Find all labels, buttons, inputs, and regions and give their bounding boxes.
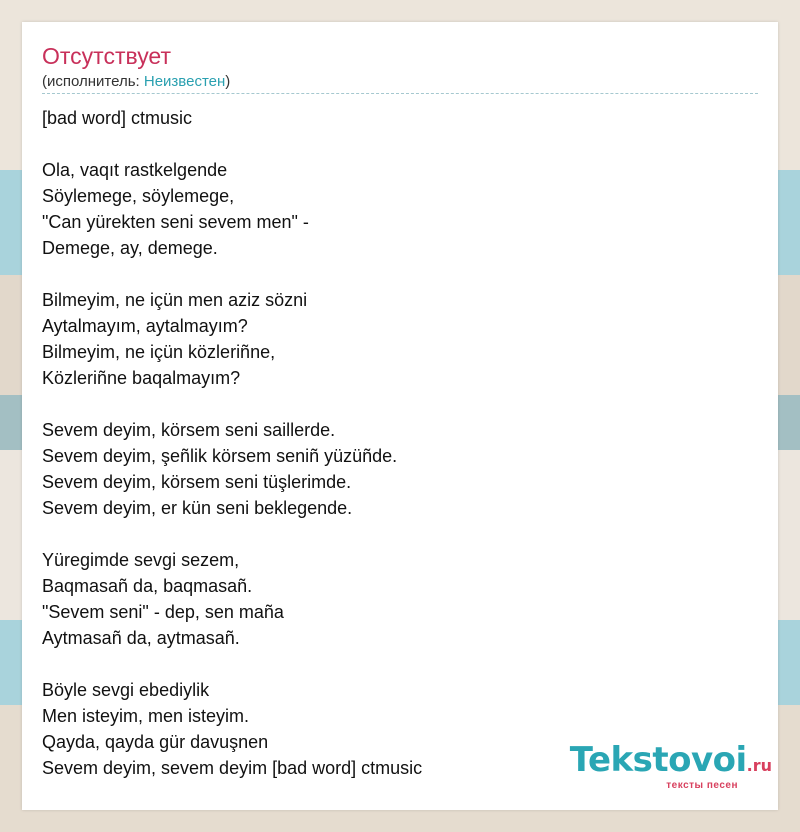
- lyric-line: Men isteyim, men isteyim.: [42, 706, 250, 726]
- lyric-line: [bad word] ctmusic: [42, 108, 193, 128]
- artist-link[interactable]: Неизвестен: [143, 73, 226, 90]
- lyric-line: Sevem deyim, şeñlik körsem seniñ yüzüñde.: [42, 446, 398, 466]
- lyric-line: Demege, ay, demege.: [42, 238, 218, 258]
- lyric-blank-line: [42, 131, 758, 157]
- lyric-line: Közleriñne baqalmayım?: [42, 368, 241, 388]
- artist-line: [42, 72, 230, 92]
- logo-tagline: тексты песен: [666, 780, 738, 791]
- lyric-line: Sevem deyim, sevem deyim [bad word] ctmusic: [42, 758, 423, 778]
- lyric-line: Sevem deyim, er kün seni beklegende.: [42, 498, 353, 518]
- lyric-line: Sevem deyim, körsem seni saillerde.: [42, 420, 336, 440]
- lyric-blank-line: [42, 391, 758, 417]
- lyric-blank-line: [42, 521, 758, 547]
- logo-tld: .ru: [746, 756, 772, 775]
- lyric-blank-line: [42, 261, 758, 287]
- lyrics-text: [42, 105, 758, 781]
- lyric-line: Qayda, qayda gür davuşnen: [42, 732, 269, 752]
- lyric-line: Aytalmayım, aytalmayım?: [42, 316, 248, 336]
- site-logo[interactable]: [570, 742, 772, 791]
- lyric-line: Söylemege, söylemege,: [42, 186, 235, 206]
- logo-wordmark: [570, 742, 772, 784]
- lyric-line: Böyle sevgi ebediylik: [42, 680, 210, 700]
- lyric-line: "Can yürekten seni sevem men" -: [42, 212, 309, 232]
- logo-main-text: Tekstovoi: [569, 740, 747, 780]
- lyric-line: "Sevem seni" - dep, sen maña: [42, 602, 284, 622]
- lyric-line: Baqmasañ da, baqmasañ.: [42, 576, 253, 596]
- artist-suffix: ): [225, 73, 231, 90]
- lyric-line: Aytmasañ da, aytmasañ.: [42, 628, 240, 648]
- lyric-line: Ola, vaqıt rastkelgende: [42, 160, 228, 180]
- lyric-line: Bilmeyim, ne içün men aziz sözni: [42, 290, 308, 310]
- lyric-line: Sevem deyim, körsem seni tüşlerimde.: [42, 472, 352, 492]
- lyric-blank-line: [42, 651, 758, 677]
- song-title: Отсутствует: [42, 43, 171, 69]
- lyrics-card: [22, 22, 778, 810]
- lyric-line: Bilmeyim, ne içün közleriñne,: [42, 342, 276, 362]
- divider: [42, 93, 758, 94]
- lyric-line: Yüregimde sevgi sezem,: [42, 550, 240, 570]
- artist-prefix: (исполнитель:: [42, 73, 144, 90]
